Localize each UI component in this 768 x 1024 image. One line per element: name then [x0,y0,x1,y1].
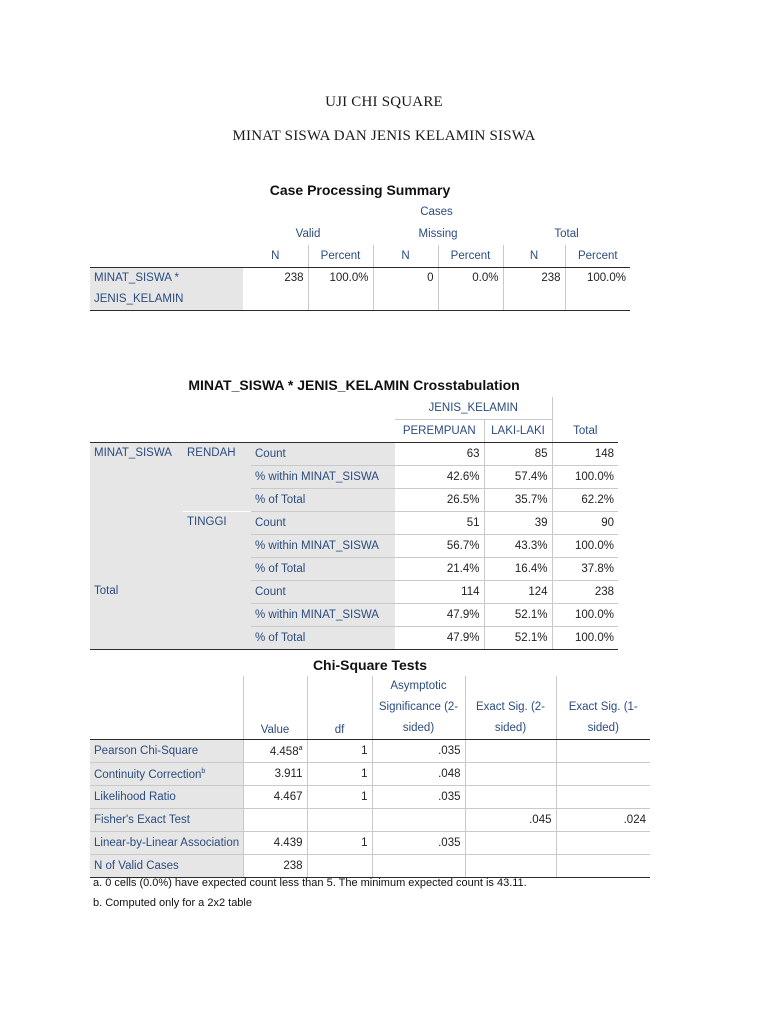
test-label: Linear-by-Linear Association [90,832,243,855]
chi-tests-title: Chi-Square Tests [312,657,428,673]
col-header: Percent [565,245,630,268]
table-row [90,740,650,763]
cell-value: 100.0% [552,466,618,489]
cell-value: .035 [372,786,465,809]
table-row [90,763,650,786]
cell-value: 1 [307,740,372,763]
cell-value: .024 [556,809,650,832]
asymp-sig-header-l1: Asymptotic [390,680,447,692]
crosstab-title: MINAT_SISWA * JENIS_KELAMIN Crosstabulation [188,377,520,393]
stat-label: Count [251,512,395,535]
cell-value [243,809,307,832]
cell-value [556,855,650,878]
cell-value: 100.0% [552,535,618,558]
cell-value: .048 [372,763,465,786]
cell-value: 100.0% [565,268,630,311]
col-perempuan-header: PEREMPUAN [395,420,484,443]
cell-value: 1 [307,832,372,855]
cell-value: 42.6% [395,466,484,489]
row-var-label: MINAT_SISWA [90,443,183,581]
cell-value: 238 [243,855,307,878]
chi-tests-table [90,676,650,878]
exact-sig-2-header [465,676,556,740]
cell-value: 238 [503,268,565,311]
group-rendah-label: RENDAH [183,443,251,512]
test-label: N of Valid Cases [90,855,243,878]
test-label-text: Continuity Correction [94,768,202,781]
case-summary-header-groups [90,223,630,245]
cell-value: 16.4% [484,558,552,581]
footnote-a: a. 0 cells (0.0%) have expected count less than 5. The minimum expected count is 43.11. [93,877,527,889]
cell-value [465,763,556,786]
total-row-label: Total [90,581,251,650]
cell-value: 51 [395,512,484,535]
cell-value: 114 [395,581,484,604]
cell-value: 238 [243,268,308,311]
stat-label: % within MINAT_SISWA [251,604,395,627]
cell-value [243,740,307,763]
table-row [90,581,618,604]
table-row [90,832,650,855]
col-header: N [243,245,308,268]
exact-sig-1-header-l1: Exact Sig. (1- [568,701,638,713]
cell-value: 52.1% [484,627,552,650]
row-label-line2: JENIS_KELAMIN [94,293,184,305]
cell-value: 56.7% [395,535,484,558]
cell-value: 124 [484,581,552,604]
page-subtitle: MINAT SISWA DAN JENIS KELAMIN SISWA [232,128,536,144]
cell-value: 47.9% [395,604,484,627]
cell-value [372,809,465,832]
exact-sig-2-header-l2: sided) [494,722,527,734]
cell-value: 26.5% [395,489,484,512]
footnote-b: b. Computed only for a 2x2 table [93,897,252,909]
cell-value: 35.7% [484,489,552,512]
cell-value: 85 [484,443,552,466]
col-header: N [503,245,565,268]
crosstab-header-cols [90,420,618,443]
col-header: Percent [438,245,503,268]
footnote-marker: b [201,767,206,775]
cell-value: 43.3% [484,535,552,558]
table-row [90,855,650,878]
group-valid-header: Valid [295,228,321,240]
cell-value [465,740,556,763]
test-label: Likelihood Ratio [90,786,243,809]
stat-label: % within MINAT_SISWA [251,466,395,489]
asymp-sig-header-l3: sided) [402,722,435,734]
cases-header: Cases [420,206,453,218]
stat-label: % of Total [251,558,395,581]
test-label: Fisher's Exact Test [90,809,243,832]
value-text: 4.458 [269,745,299,758]
cell-value: 37.8% [552,558,618,581]
footnote-marker: a [298,744,303,752]
asymp-sig-header-l2: Significance (2- [378,701,459,713]
cell-value [556,832,650,855]
stat-label: Count [251,581,395,604]
asymp-sig-header [372,676,465,740]
stat-label: % of Total [251,489,395,512]
cell-value: 0 [373,268,438,311]
table-row [90,443,618,466]
case-summary-header-cols [90,245,630,268]
jenis-kelamin-header: JENIS_KELAMIN [395,397,552,420]
cell-value [465,855,556,878]
case-summary-row [90,268,630,311]
cell-value: 148 [552,443,618,466]
cell-value: 100.0% [552,604,618,627]
cell-value: .035 [372,832,465,855]
test-label: Pearson Chi-Square [90,740,243,763]
cell-value: 4.439 [243,832,307,855]
cell-value: .035 [372,740,465,763]
table-row [90,809,650,832]
row-label-line1: MINAT_SISWA * [94,272,179,284]
cell-value: 100.0% [552,627,618,650]
cell-value [307,809,372,832]
case-summary-header-cases [90,201,630,223]
cell-value [556,740,650,763]
cell-value: 1 [307,786,372,809]
cell-value [307,855,372,878]
col-laki-laki-header: LAKI-LAKI [484,420,552,443]
cell-value: 63 [395,443,484,466]
cell-value: 90 [552,512,618,535]
cell-value: 3.911 [243,763,307,786]
col-header: Percent [308,245,373,268]
stat-label: Count [251,443,395,466]
test-label [90,763,243,786]
table-row [90,786,650,809]
group-tinggi-label: TINGGI [183,512,251,581]
stat-label: % within MINAT_SISWA [251,535,395,558]
case-summary-title: Case Processing Summary [269,182,451,198]
group-missing-header: Missing [418,228,458,240]
crosstab-header-group [90,397,618,420]
cell-value: 100.0% [308,268,373,311]
cell-value [465,786,556,809]
exact-sig-2-header-l1: Exact Sig. (2- [475,701,546,713]
stat-label: % of Total [251,627,395,650]
cell-value [372,855,465,878]
cell-value: 0.0% [438,268,503,311]
cell-value: 62.2% [552,489,618,512]
crosstab-table [90,397,618,650]
chi-tests-header [90,676,650,740]
cell-value: 238 [552,581,618,604]
col-header: N [373,245,438,268]
cell-value [556,786,650,809]
cell-value [556,763,650,786]
exact-sig-1-header-l2: sided) [587,722,619,734]
exact-sig-1-header [556,676,650,740]
row-label [90,268,243,311]
cell-value: .045 [465,809,556,832]
cell-value: 39 [484,512,552,535]
value-header: Value [243,676,307,740]
cell-value: 4.467 [243,786,307,809]
cell-value: 47.9% [395,627,484,650]
cell-value: 57.4% [484,466,552,489]
cell-value: 1 [307,763,372,786]
df-header-label: df [334,724,345,736]
case-summary-table [90,201,630,311]
cell-value: 52.1% [484,604,552,627]
page-title: UJI CHI SQUARE [325,94,443,110]
cell-value [465,832,556,855]
col-total-header: Total [552,420,618,443]
group-total-header: Total [554,228,579,240]
df-header [307,676,372,740]
cell-value: 21.4% [395,558,484,581]
